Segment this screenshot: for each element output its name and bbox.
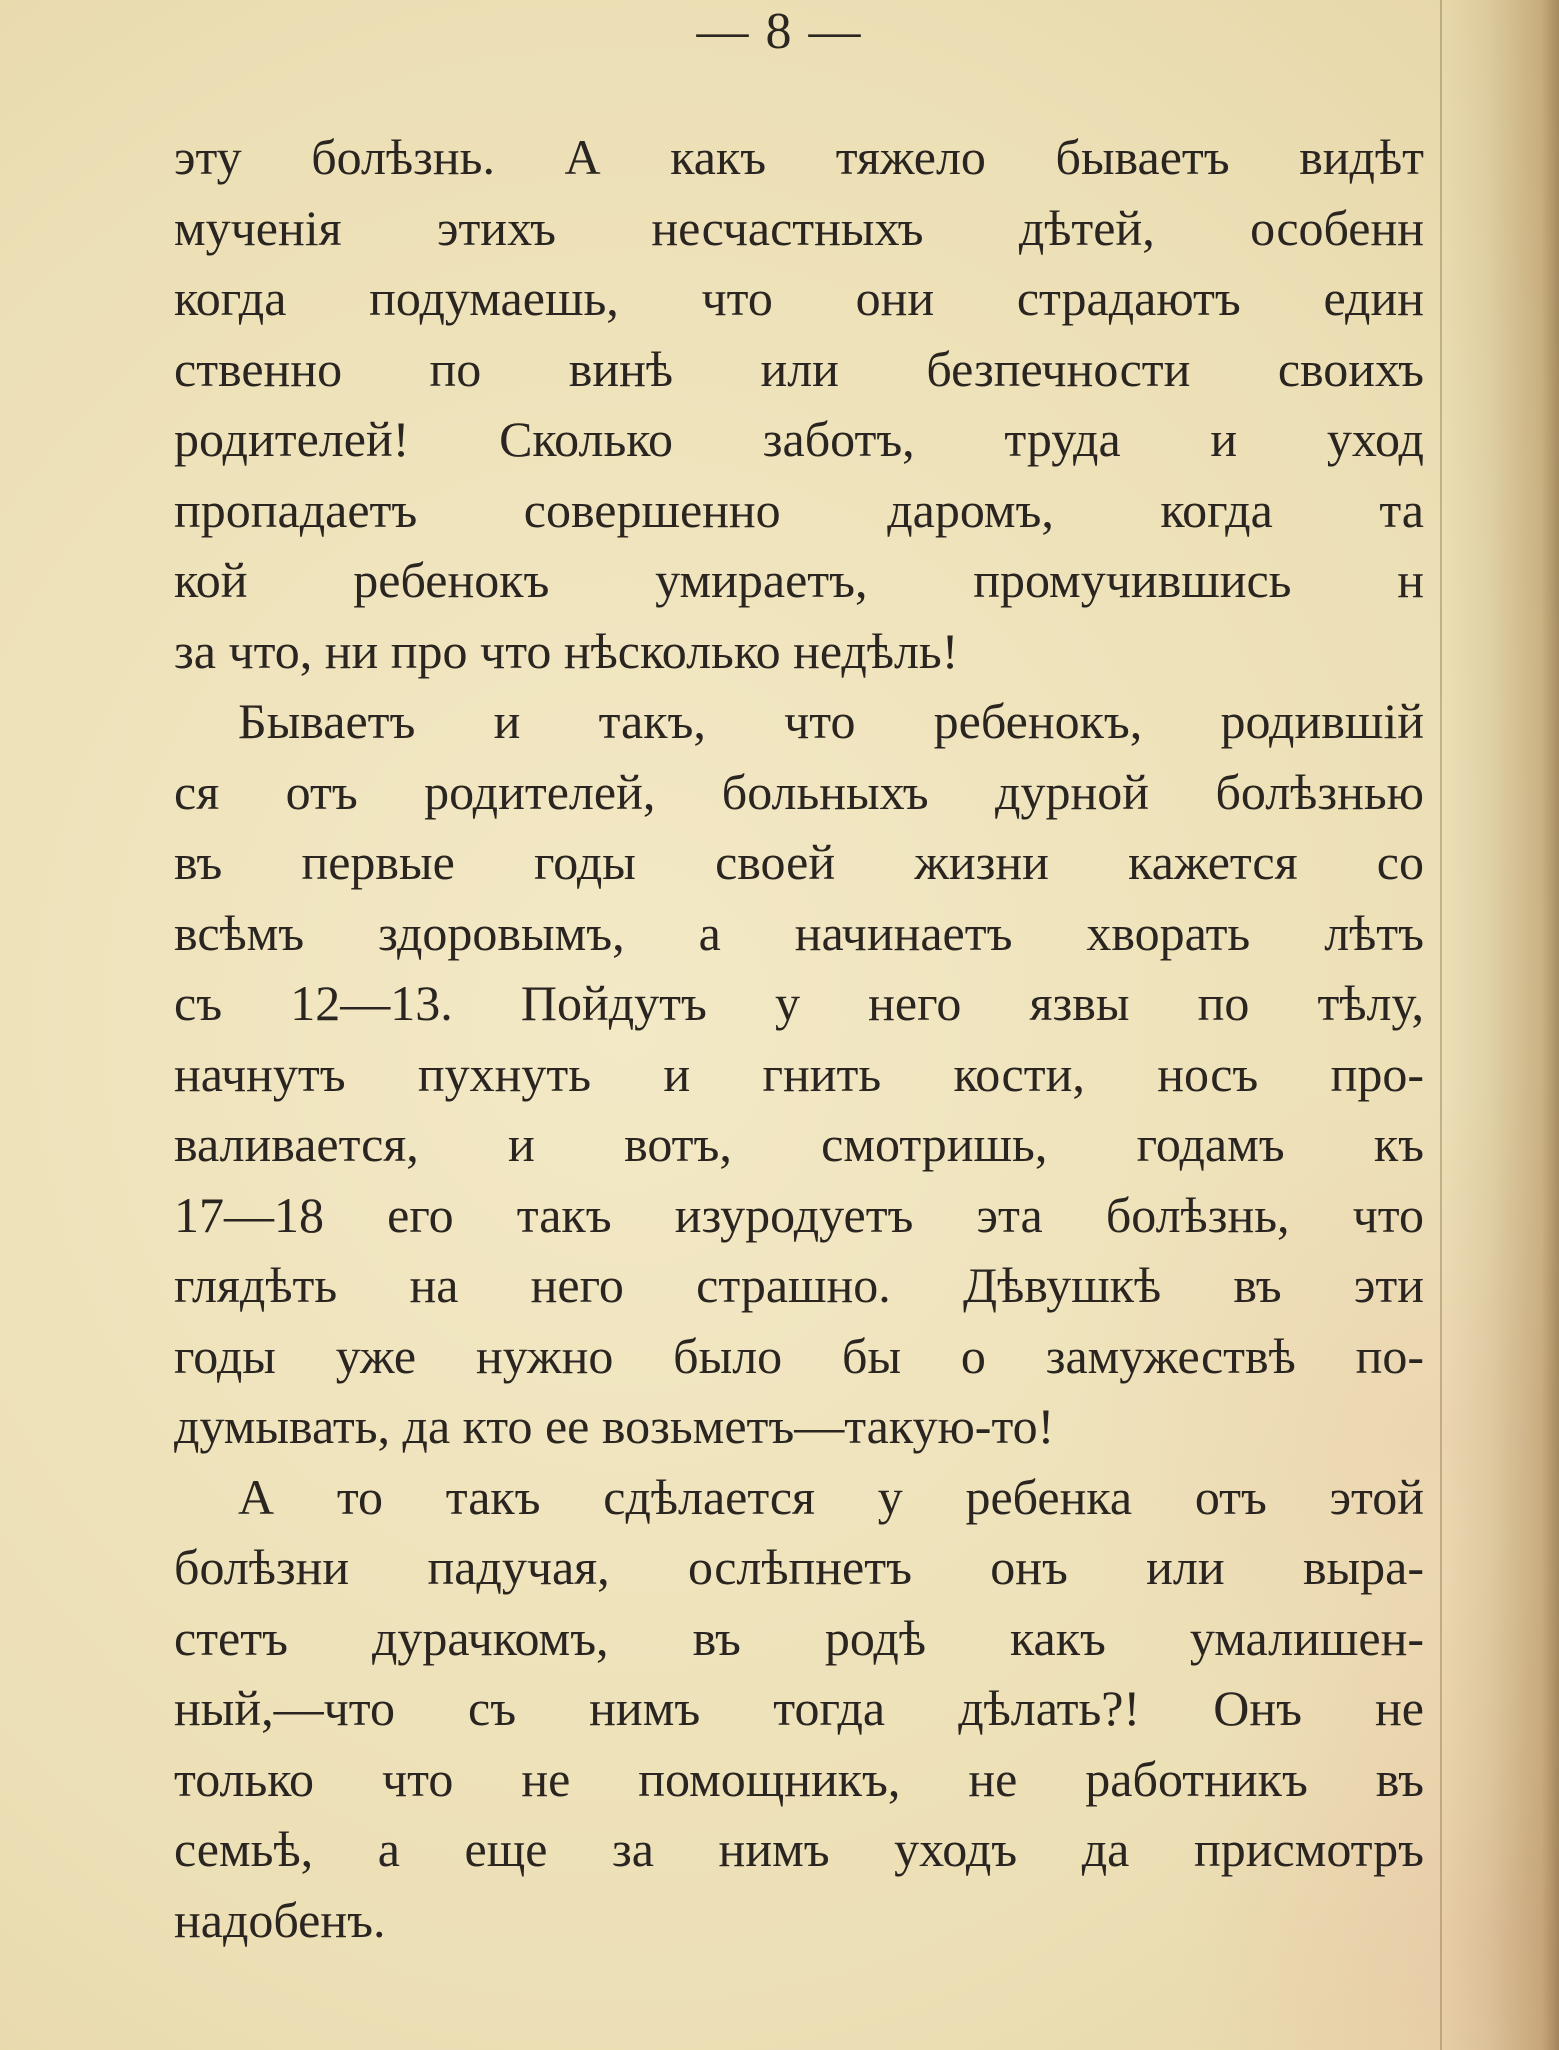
text-line: родителей! Сколько заботъ, труда и уход bbox=[174, 411, 1424, 467]
text-line: Бываетъ и такъ, что ребенокъ, родившій bbox=[238, 693, 1424, 749]
text-line: всѣмъ здоровымъ, а начинаетъ хворать лѣтъ bbox=[174, 904, 1424, 961]
text-line: семьѣ, а еще за нимъ уходъ да присмотръ bbox=[174, 1821, 1424, 1877]
text-line: 17—18 его такъ изуродуетъ эта болѣзнь, что bbox=[174, 1186, 1424, 1243]
text-line: начнутъ пухнуть и гнить кости, носъ про- bbox=[174, 1045, 1424, 1102]
text-line: думывать, да кто ее возьметъ—такую-то! bbox=[174, 1398, 1055, 1454]
page-fold-line bbox=[1440, 0, 1442, 2050]
text-line: съ 12—13. Пойдутъ у него язвы по тѣлу, bbox=[174, 975, 1424, 1031]
text-line: мученія этихъ несчастныхъ дѣтей, особенн bbox=[174, 199, 1424, 256]
text-line: ственно по винѣ или безпечности своихъ bbox=[174, 340, 1424, 397]
text-line: ный,—что съ нимъ тогда дѣлать?! Онъ не bbox=[174, 1680, 1424, 1736]
body-text bbox=[174, 122, 1424, 1955]
text-line: глядѣть на него страшно. Дѣвушкѣ въ эти bbox=[174, 1257, 1424, 1313]
text-line: годы уже нужно было бы о замужествѣ по- bbox=[174, 1327, 1424, 1384]
text-line: кой ребенокъ умираетъ, промучившись н bbox=[174, 552, 1424, 608]
text-line: болѣзни падучая, ослѣпнетъ онъ или выра- bbox=[174, 1539, 1424, 1595]
text-line: стетъ дурачкомъ, въ родѣ какъ умалишен- bbox=[174, 1609, 1424, 1666]
text-line: ся отъ родителей, больныхъ дурной болѣзнью bbox=[174, 763, 1424, 820]
text-line: за что, ни про что нѣсколько недѣль! bbox=[174, 622, 959, 679]
text-line: когда подумаешь, что они страдаютъ един bbox=[174, 270, 1424, 326]
text-line: пропадаетъ совершенно даромъ, когда та bbox=[174, 481, 1424, 538]
text-line: А то такъ сдѣлается у ребенка отъ этой bbox=[238, 1468, 1424, 1525]
page-edge-shadow bbox=[1441, 0, 1559, 2050]
text-line: только что не помощникъ, не работникъ въ bbox=[174, 1750, 1424, 1807]
text-line: валивается, и вотъ, смотришь, годамъ къ bbox=[174, 1116, 1424, 1172]
text-line: надобенъ. bbox=[174, 1891, 386, 1948]
text-line: въ первые годы своей жизни кажется со bbox=[174, 834, 1424, 890]
text-line: эту болѣзнь. А какъ тяжело бываетъ видѣт bbox=[174, 129, 1424, 185]
page-number: — 8 — bbox=[696, 3, 863, 60]
